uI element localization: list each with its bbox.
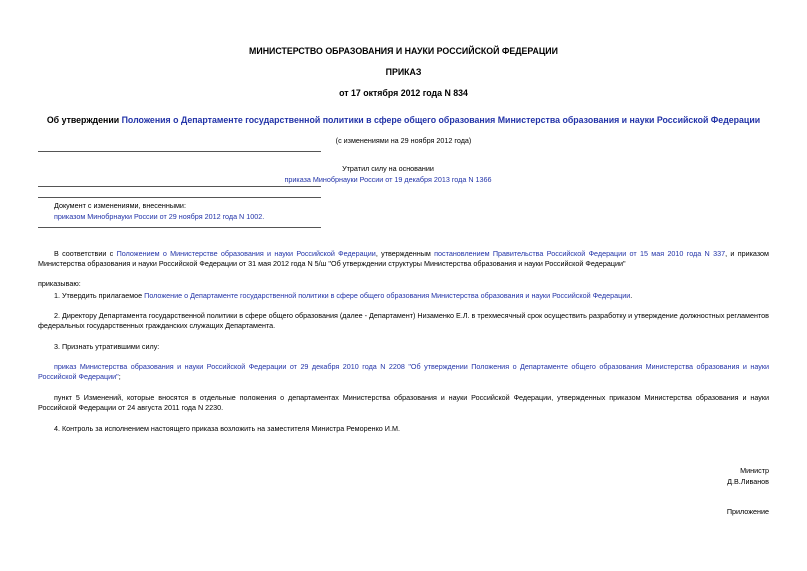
preamble-text: , и приказом Министерства образования и науки Российской Федерации от 31 мая 2012 года N 5/ш "Об утверждении структуры Министерства образования и науки Российской Федерации": [38, 249, 769, 268]
divider-line: [38, 186, 321, 187]
preamble-text: , утвержденным: [375, 249, 435, 258]
divider-line: [38, 227, 321, 228]
ministry-regulation-link[interactable]: Положением о Министерстве образования и науки Российской Федерации: [116, 249, 376, 258]
preamble-paragraph: [38, 249, 769, 269]
item-2: 2. Директору Департамента государственной политики в сфере общего образования (далее - Департамент) Низаменко Е.Л. в трехмесячный срок осуществить разработку и утверждение должностных регламентов федеральных государственных гражданских служащих Департамента.: [38, 311, 769, 330]
repeal-order-link[interactable]: приказа Минобрнауки России от 19 декабря 2013 года N 1366: [284, 175, 492, 184]
title-regulation-link[interactable]: Положения о Департаменте государственной политики в сфере общего образования Министерства образования и науки Российской Федерации: [121, 115, 761, 125]
document-title: [38, 115, 769, 125]
signatory-position: Министр: [740, 466, 769, 475]
signature-block: [569, 465, 769, 487]
divider-line: [38, 197, 321, 198]
changes-order-link[interactable]: приказом Минобрнауки России от 29 ноября 2012 года N 1002.: [54, 212, 265, 221]
government-decree-link[interactable]: постановлением Правительства Российской Федерации от 15 мая 2010 года N 337: [434, 249, 726, 258]
repealed-order-link[interactable]: приказ Министерства образования и науки Российской Федерации от 29 декабря 2010 года N 2208 "Об утверждении Положения о Департаменте общего образования Министерства образования и науки Российской Федерации": [38, 362, 769, 381]
appendix-label: Приложение: [726, 507, 769, 516]
prikazyvayu-text: приказываю:: [38, 279, 81, 288]
item-3: 3. Признать утратившими силу:: [54, 342, 160, 351]
doc-type-heading: ПРИКАЗ: [385, 67, 422, 77]
item-1: [38, 291, 769, 301]
item-3a: [38, 362, 769, 382]
changes-box: [54, 200, 354, 222]
title-prefix: Об утверждении: [46, 115, 122, 125]
changes-label: Документ с изменениями, внесенными:: [54, 201, 186, 210]
date-number-heading: от 17 октября 2012 года N 834: [339, 88, 468, 98]
item-4: 4. Контроль за исполнением настоящего приказа возложить на заместителя Министра Реморенко И.М.: [54, 424, 400, 433]
repeal-text: Утратил силу на основании: [342, 164, 434, 173]
ministry-heading: МИНИСТЕРСТВО ОБРАЗОВАНИЯ И НАУКИ РОССИЙСКОЙ ФЕДЕРАЦИИ: [249, 46, 558, 56]
document-page: [38, 0, 769, 571]
divider-line: [38, 151, 321, 152]
regulation-link[interactable]: Положение о Департаменте государственной политики в сфере общего образования Министерства образования и науки Российской Федерации: [144, 291, 631, 300]
item-1-text: 1. Утвердить прилагаемое: [54, 291, 145, 300]
preamble-text: В соответствии с: [54, 249, 117, 258]
signatory-name: Д.В.Ливанов: [727, 477, 769, 486]
item-3b: пункт 5 Изменений, которые вносятся в отдельные положения о департаментах Министерства образования и науки Российской Федерации, утвержденных приказом Министерства образования и науки Российской Федерации от 24 августа 2011 года N 2230.: [38, 393, 769, 412]
repeal-notice: [258, 163, 518, 185]
item-3a-tail: ;: [118, 372, 121, 381]
item-1-tail: .: [630, 291, 633, 300]
amended-note: (с изменениями на 29 ноября 2012 года): [335, 136, 472, 145]
